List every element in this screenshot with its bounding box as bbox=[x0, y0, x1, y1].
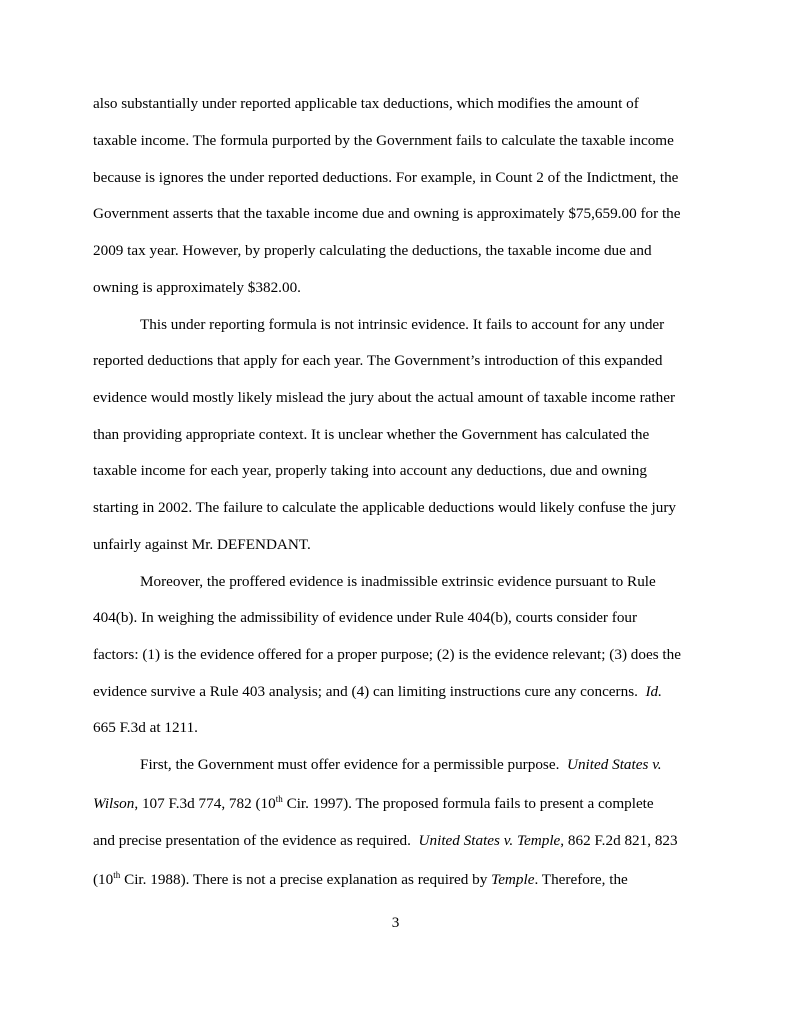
page-number: 3 bbox=[391, 914, 400, 931]
text-line: This under reporting formula is not intrinsic evidence. It fails to account for any under bbox=[140, 316, 665, 333]
text-line: factors: (1) is the evidence offered for a proper purpose; (2) is the evidence relevant; (3) does the bbox=[93, 646, 681, 663]
text-line: owning is approximately $382.00. bbox=[93, 279, 301, 296]
citation-id: Id. bbox=[645, 683, 662, 700]
text-run: First, the Government must offer evidence for a permissible purpose. bbox=[140, 756, 560, 773]
text-line: 665 F.3d at 1211. bbox=[93, 719, 198, 736]
case-name: United States v. Temple bbox=[418, 832, 561, 849]
text-line: starting in 2002. The failure to calculate the applicable deductions would likely confuse the jury bbox=[93, 499, 676, 516]
citation: , 107 F.3d 774, 782 (10 bbox=[134, 795, 276, 812]
text-line: taxable income. The formula purported by the Government fails to calculate the taxable income bbox=[93, 132, 674, 149]
text-run: (10 bbox=[93, 871, 114, 888]
text-line: evidence would mostly likely mislead the jury about the actual amount of taxable income rather bbox=[93, 389, 676, 406]
text-line bbox=[93, 683, 662, 701]
text-run: evidence survive a Rule 403 analysis; and (4) can limiting instructions cure any concerns. bbox=[93, 683, 638, 700]
case-name: Wilson bbox=[93, 795, 135, 812]
text-run: Cir. 1997). The proposed formula fails to present a complete bbox=[282, 795, 654, 812]
text-run: . Therefore, the bbox=[534, 871, 628, 888]
text-line: unfairly against Mr. DEFENDANT. bbox=[93, 536, 311, 553]
text-run: Cir. 1988). There is not a precise explanation as required by bbox=[120, 871, 492, 888]
text-line: Moreover, the proffered evidence is inadmissible extrinsic evidence pursuant to Rule bbox=[140, 573, 656, 590]
text-line: 2009 tax year. However, by properly calculating the deductions, the taxable income due and bbox=[93, 242, 652, 259]
text-line: than providing appropriate context. It is unclear whether the Government has calculated the bbox=[93, 426, 650, 443]
text-line: and precise presentation of the evidence as required. United States v. Temple, 862 F.2d 821, 823 bbox=[93, 832, 678, 849]
text-line: 404(b). In weighing the admissibility of evidence under Rule 404(b), courts consider four bbox=[93, 609, 638, 626]
text-line: because is ignores the under reported deductions. For example, in Count 2 of the Indictment, the bbox=[93, 169, 679, 186]
citation: 862 F.2d 821, 823 bbox=[567, 832, 678, 849]
text-line: taxable income for each year, properly taking into account any deductions, due and owning bbox=[93, 462, 647, 479]
text-line: reported deductions that apply for each year. The Government’s introduction of this expanded bbox=[93, 352, 663, 369]
case-name: United States v. bbox=[566, 756, 662, 773]
text-run: and precise presentation of the evidence as required. bbox=[93, 832, 411, 849]
text-line bbox=[140, 756, 662, 774]
text-line bbox=[93, 871, 628, 889]
case-name: Temple bbox=[491, 871, 535, 888]
text-line bbox=[93, 795, 654, 813]
text-line: Government asserts that the taxable income due and owning is approximately $75,659.00 for the bbox=[93, 205, 681, 222]
ordinal-superscript: th bbox=[113, 870, 121, 880]
text-line: also substantially under reported applicable tax deductions, which modifies the amount of bbox=[93, 95, 639, 112]
ordinal-superscript: th bbox=[275, 794, 283, 804]
